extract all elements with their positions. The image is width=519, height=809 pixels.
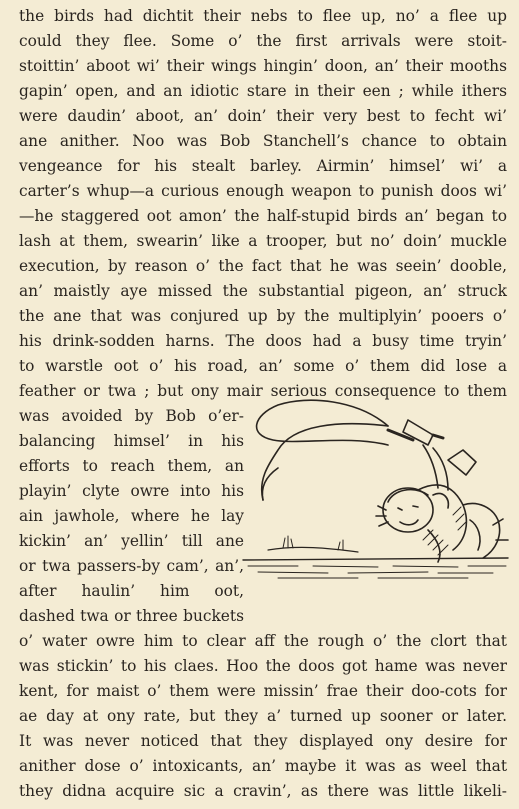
text-line: feather or twa ; but ony mair serious consequence to them — [19, 382, 507, 400]
text-line: playin’ clyte owre into his — [19, 482, 244, 500]
text-line: vengeance for his stealt barley. Airmin’ himsel’ wi’ a — [19, 157, 507, 175]
text-line: to warstle oot o’ his road, an’ some o’ them did lose a — [19, 357, 507, 375]
text-line: o’ water owre him to clear aff the rough o’ the clort that — [19, 632, 507, 650]
fallen-man-illustration — [238, 390, 513, 585]
text-line: balancing himsel’ in his — [19, 432, 244, 450]
text-line: after haulin’ him oot, — [19, 582, 244, 600]
text-line: were daudin’ aboot, an’ doin’ their very best to fecht wi’ — [19, 107, 507, 125]
text-line: the ane that was conjured up by the multiplyin’ pooers o’ — [19, 307, 507, 325]
text-line: dashed twa or three buckets — [19, 607, 244, 625]
text-line: —he staggered oot amon’ the half-stupid birds an’ began to — [19, 207, 507, 225]
text-line: carter’s whup—a curious enough weapon to punish doos wi’ — [19, 182, 507, 200]
text-line: gapin’ open, and an idiotic stare in their een ; while ithers — [19, 82, 507, 100]
text-line: It was never noticed that they displayed ony desire for — [19, 732, 507, 750]
text-line: ae day at ony rate, but they a’ turned up sooner or later. — [19, 707, 507, 725]
text-line: was avoided by Bob o’er- — [19, 407, 244, 425]
text-line: efforts to reach them, an — [19, 457, 244, 475]
text-line: anither dose o’ intoxicants, an’ maybe it was as weel that — [19, 757, 507, 775]
text-line: the birds had dichtit their nebs to flee up, no’ a flee up — [19, 7, 507, 25]
text-line: his drink-sodden harns. The doos had a busy time tryin’ — [19, 332, 507, 350]
text-line: they didna acquire sic a cravin’, as there was little likeli- — [19, 782, 507, 800]
text-line: an’ maistly aye missed the substantial pigeon, an’ struck — [19, 282, 507, 300]
text-line: ain jawhole, where he lay — [19, 507, 244, 525]
text-line: kickin’ an’ yellin’ till ane — [19, 532, 244, 550]
text-line: or twa passers-by cam’, an’, — [19, 557, 244, 575]
text-line: execution, by reason o’ the fact that he was seein’ dooble, — [19, 257, 507, 275]
text-line: could they flee. Some o’ the first arrivals were stoit- — [19, 32, 507, 50]
text-line: stoittin’ aboot wi’ their wings hingin’ doon, an’ their mooths — [19, 57, 507, 75]
text-line: lash at them, swearin’ like a trooper, but no’ doin’ muckle — [19, 232, 507, 250]
text-line: kent, for maist o’ them were missin’ frae their doo-cots for — [19, 682, 507, 700]
text-line: ane anither. Noo was Bob Stanchell’s chance to obtain — [19, 132, 507, 150]
text-line: was stickin’ to his claes. Hoo the doos got hame was never — [19, 657, 507, 675]
